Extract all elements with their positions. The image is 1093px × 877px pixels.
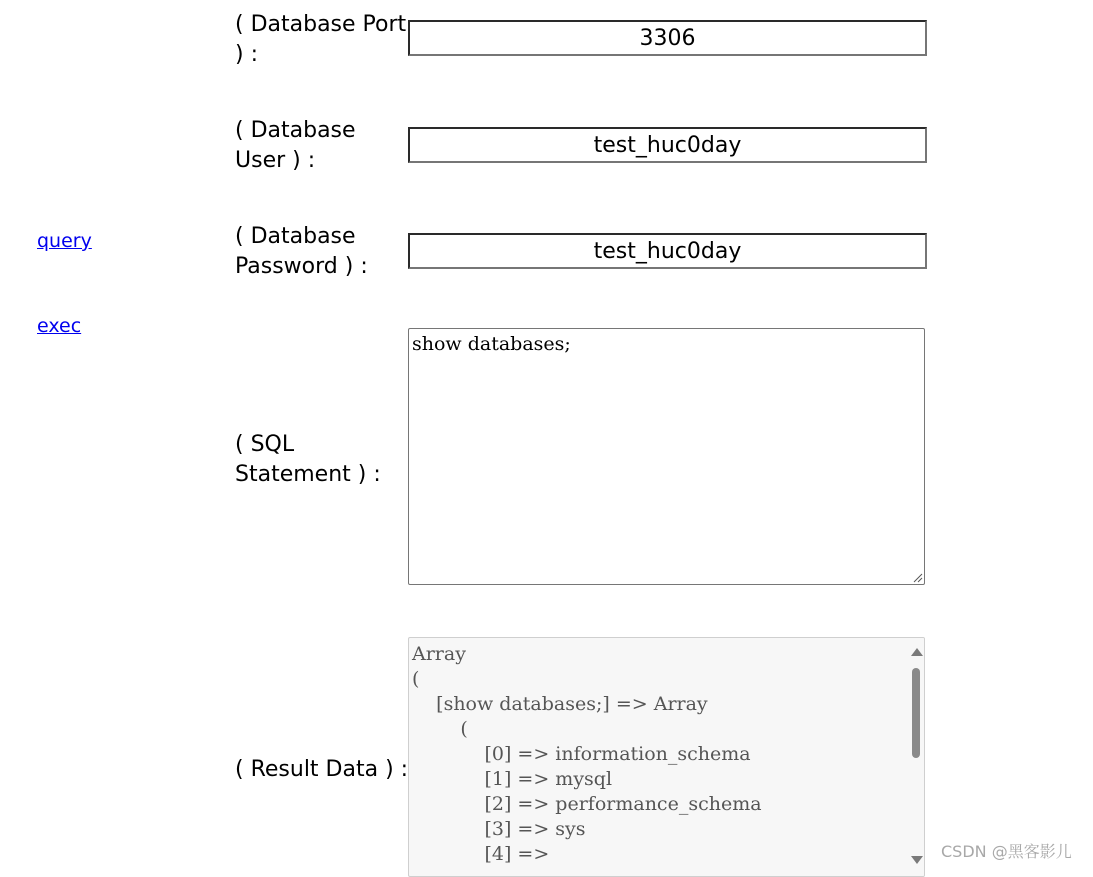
watermark: CSDN @黑客影儿 bbox=[941, 842, 1072, 861]
result-data-box[interactable] bbox=[408, 637, 925, 877]
sql-statement-label bbox=[235, 430, 381, 490]
result-scrollbar[interactable] bbox=[908, 638, 924, 876]
database-user-label-line2: User ) : bbox=[235, 148, 316, 173]
sql-statement-label-line2: Statement ) : bbox=[235, 462, 381, 487]
scroll-thumb[interactable] bbox=[912, 668, 920, 758]
resize-grip-icon[interactable] bbox=[911, 571, 923, 583]
result-data-text: Array ( [show databases;] => Array ( [0] => information_schema [1] => mysql [2] => performance_schema [3] => sys [4] => bbox=[412, 643, 762, 865]
database-user-input[interactable] bbox=[408, 127, 927, 163]
database-port-input[interactable] bbox=[408, 20, 927, 56]
sql-statement-label-line1: ( SQL bbox=[235, 432, 295, 457]
sql-statement-textarea[interactable] bbox=[408, 328, 925, 585]
database-password-label-line1: ( Database bbox=[235, 224, 356, 249]
database-user-label bbox=[235, 116, 356, 176]
scroll-up-arrow-icon[interactable] bbox=[911, 648, 923, 656]
database-user-label-line1: ( Database bbox=[235, 118, 356, 143]
scroll-down-arrow-icon[interactable] bbox=[911, 856, 923, 864]
result-data-label: ( Result Data ) : bbox=[235, 757, 409, 782]
database-port-label-line2: ) : bbox=[235, 42, 258, 67]
database-port-label bbox=[235, 10, 406, 70]
query-link[interactable]: query bbox=[37, 230, 92, 252]
database-port-label-line1: ( Database Port bbox=[235, 12, 407, 37]
database-password-label bbox=[235, 222, 368, 282]
database-password-input[interactable] bbox=[408, 233, 927, 269]
database-password-label-line2: Password ) : bbox=[235, 254, 368, 279]
exec-link[interactable]: exec bbox=[37, 315, 82, 337]
